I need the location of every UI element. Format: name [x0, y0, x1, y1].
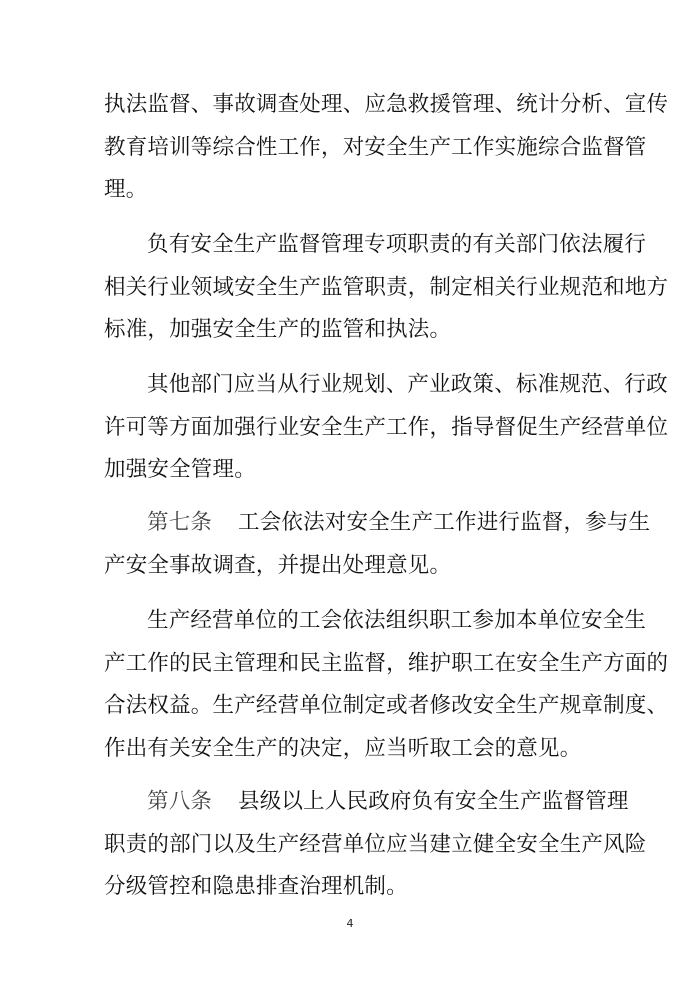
body-text-line: 执法监督、事故调查处理、应急救援管理、统计分析、宣传	[104, 92, 669, 117]
paragraph-first-line: 生产经营单位的工会依法组织职工参加本单位安全生	[147, 608, 647, 633]
page-number: 4	[346, 917, 354, 930]
body-text-line: 加强安全管理。	[104, 457, 256, 482]
body-text-line: 分级管控和隐患排查治理机制。	[104, 874, 408, 899]
paragraph-first-line: 负有安全生产监督管理专项职责的有关部门依法履行	[147, 232, 647, 257]
body-text-line: 理。	[104, 177, 148, 202]
body-text-line: 标准，加强安全生产的监管和执法。	[104, 317, 452, 342]
article-8-label: 第八条	[147, 789, 213, 814]
body-text-line: 相关行业领域安全生产监管职责，制定相关行业规范和地方	[104, 275, 669, 300]
article-8-text: 县级以上人民政府负有安全生产监督管理	[238, 789, 629, 814]
body-text-line: 职责的部门以及生产经营单位应当建立健全安全生产风险	[104, 832, 647, 857]
article-7-text: 工会依法对安全生产工作进行监督，参与生	[238, 510, 651, 535]
article-7-label: 第七条	[147, 510, 213, 535]
article-8-first-line	[147, 787, 629, 817]
article-7-first-line	[147, 508, 650, 538]
body-text-line: 产工作的民主管理和民主监督，维护职工在安全生产方面的	[104, 651, 669, 676]
body-text-line: 合法权益。生产经营单位制定或者修改安全生产规章制度、	[104, 693, 669, 718]
body-text-line: 教育培训等综合性工作，对安全生产工作实施综合监督管	[104, 135, 647, 160]
body-text-line: 许可等方面加强行业安全生产工作，指导督促生产经营单位	[104, 415, 669, 440]
body-text-line: 作出有关安全生产的决定，应当听取工会的意见。	[104, 736, 582, 761]
body-text-line: 产安全事故调查，并提出处理意见。	[104, 553, 452, 578]
paragraph-first-line: 其他部门应当从行业规划、产业政策、标准规范、行政	[147, 372, 668, 397]
